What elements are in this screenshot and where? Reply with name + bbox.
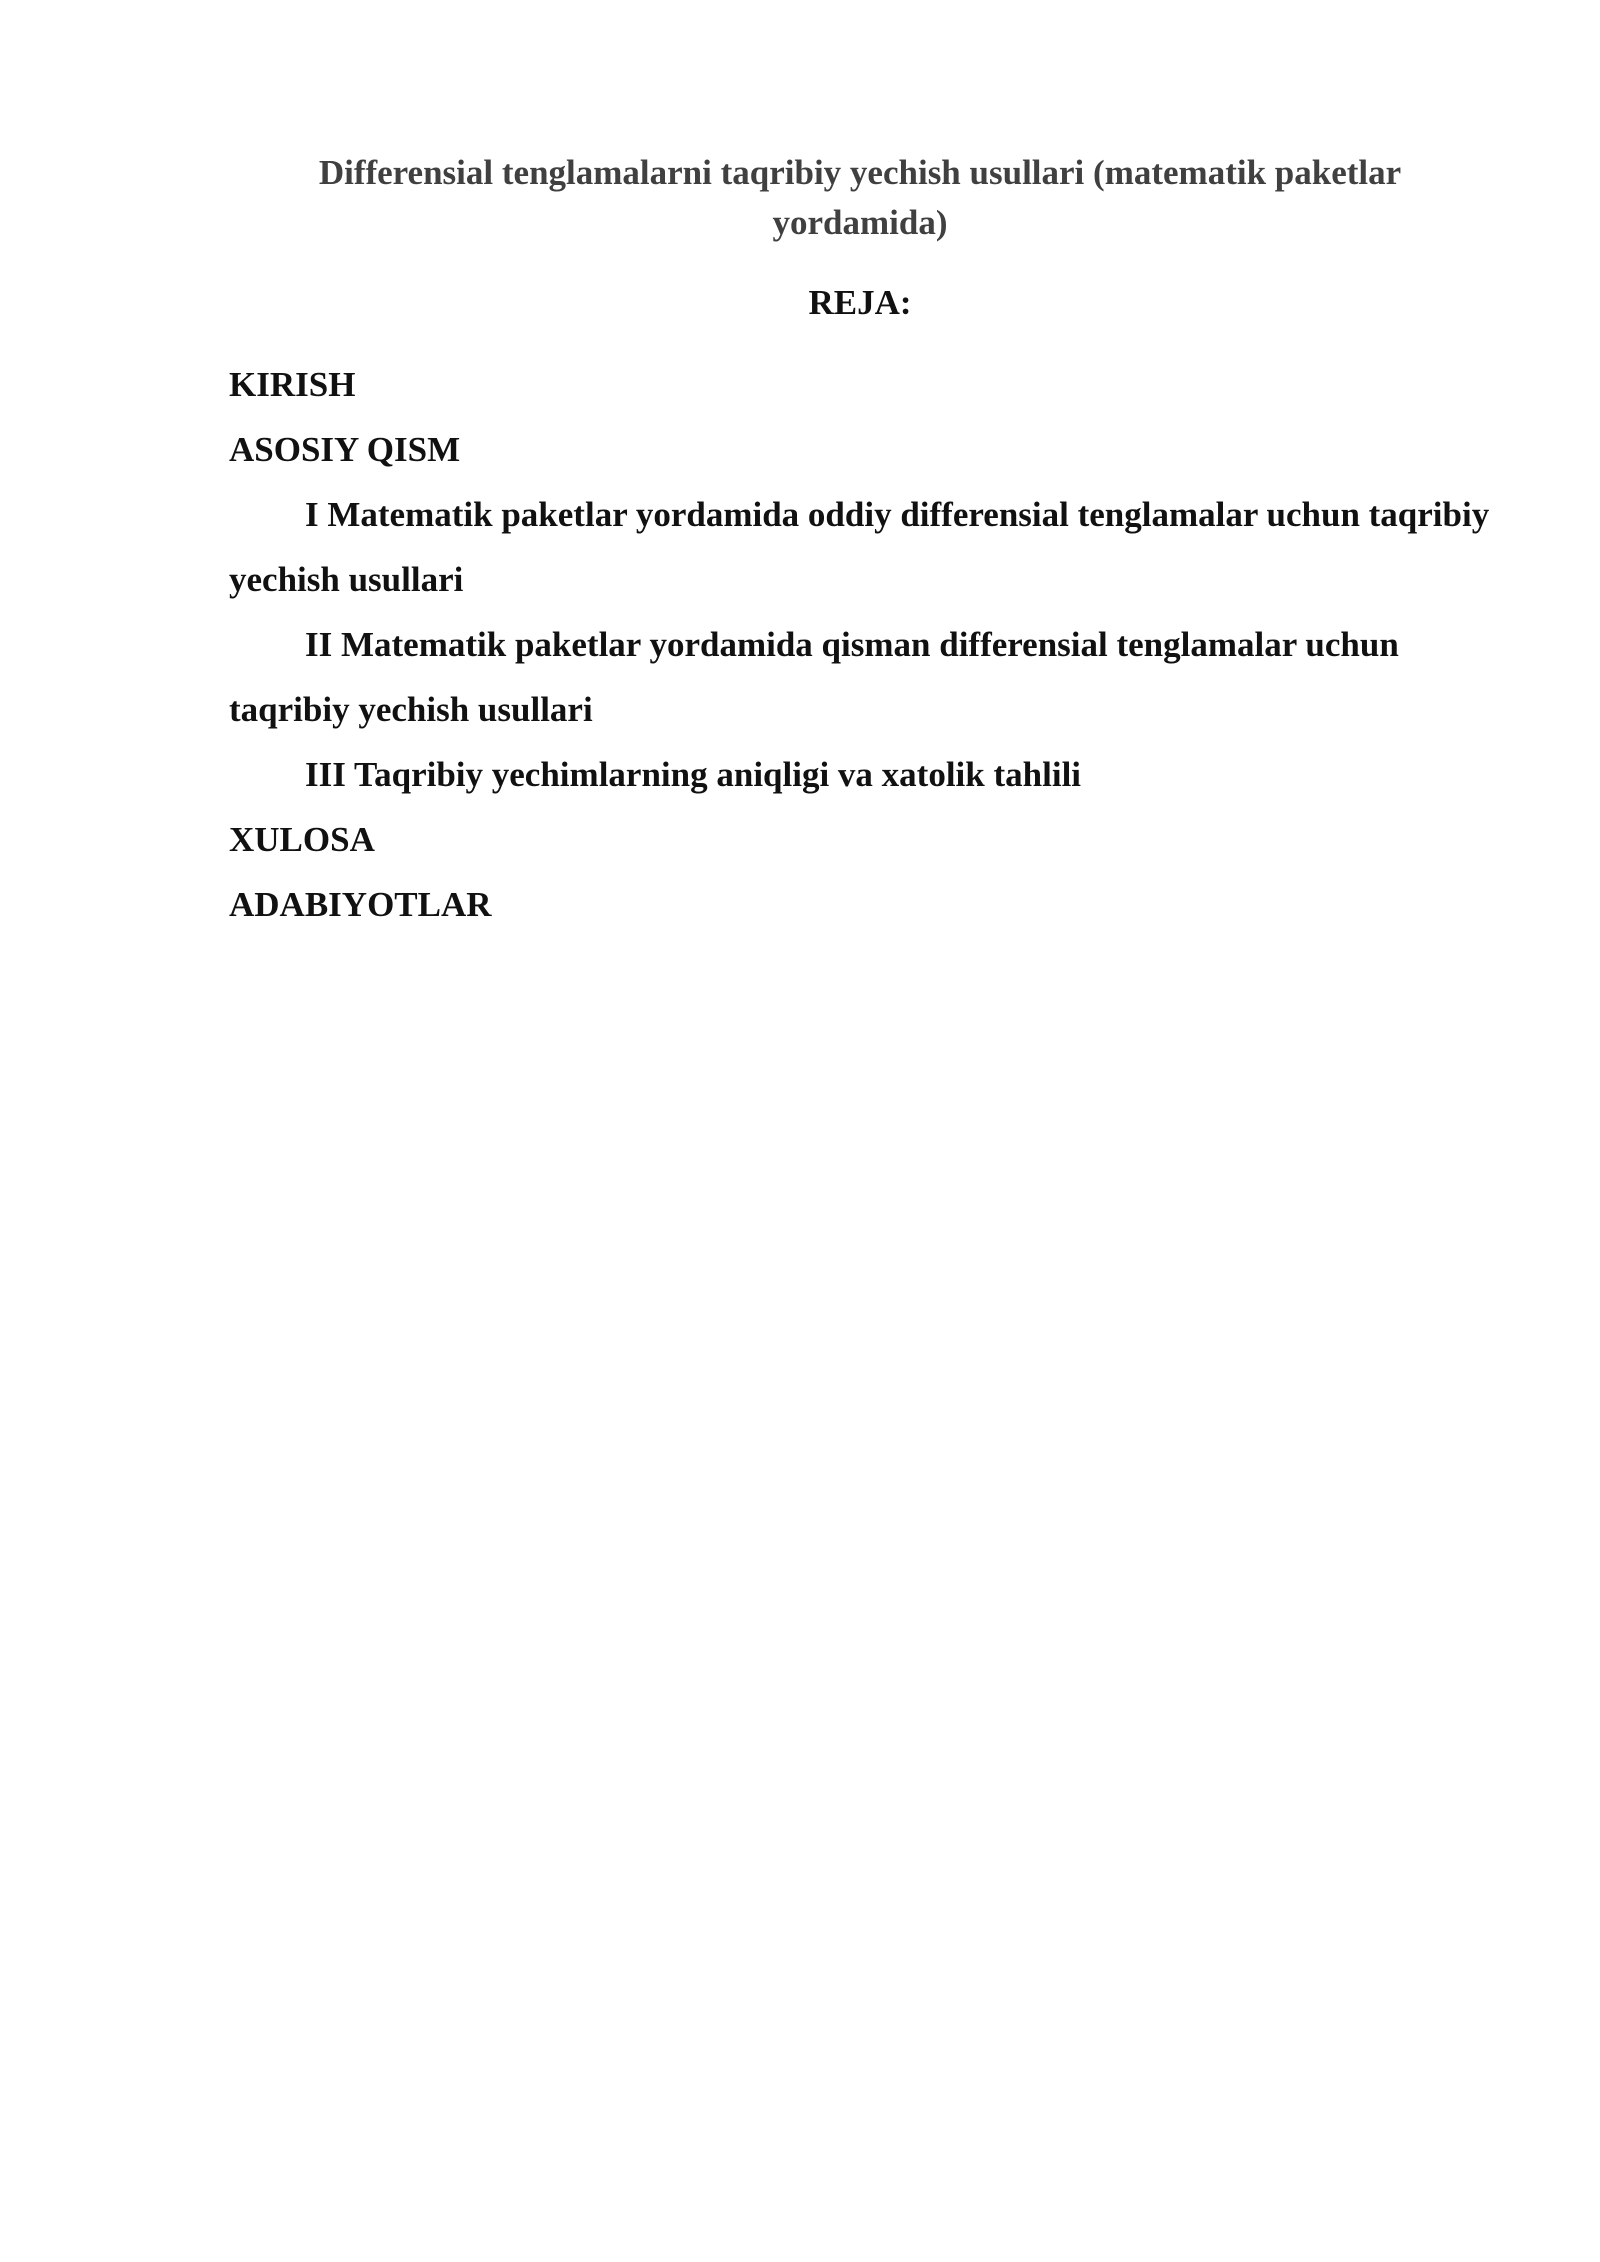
plan-list [229, 352, 1509, 937]
plan-item-references: ADABIYOTLAR [229, 885, 492, 924]
plan-heading: REJA: [808, 283, 912, 322]
plan-item-chapter-1: I Matematik paketlar yordamida oddiy differensial tenglamalar uchun taqribiy yechish usullari [229, 495, 1490, 599]
plan-item-chapter-2: II Matematik paketlar yordamida qisman differensial tenglamalar uchun taqribiy yechish usullari [229, 625, 1399, 729]
plan-item-introduction: KIRISH [229, 365, 356, 404]
plan-item-main-part: ASOSIY QISM [229, 430, 461, 469]
plan-item-chapter-3: III Taqribiy yechimlarning aniqligi va xatolik tahlili [305, 755, 1082, 794]
plan-item-conclusion: XULOSA [229, 820, 375, 859]
document-title: Differensial tenglamalarni taqribiy yechish usullari (matematik paketlar yordamida) [318, 153, 1402, 242]
